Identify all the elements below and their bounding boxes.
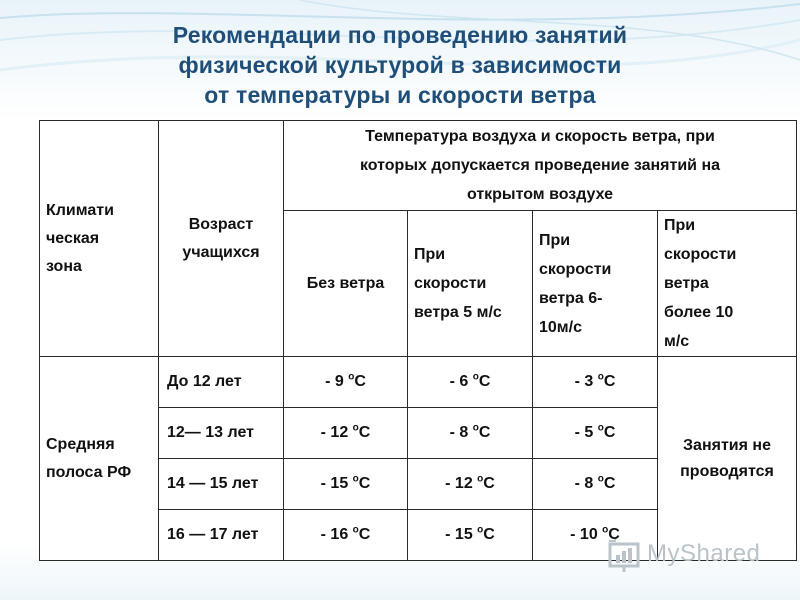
header-text-line: Температура воздуха и скорость ветра, при [365,128,715,145]
header-text-line: скорости [539,260,612,278]
header-text-line: Без ветра [306,275,385,292]
temp-unit: С [483,475,495,492]
header-text-line: ветра 6- [539,289,603,307]
table-row [40,357,797,408]
header-age [159,121,284,357]
zone-text-line: Средняя [46,435,115,453]
temp-value: - 8 [574,475,594,492]
temp-value: - 15 [445,526,473,543]
degree-sign: o [477,524,484,536]
age-cell: 14 — 15 лет [159,459,284,510]
temp-wind-5-cell [408,510,533,561]
temp-value: - 9 [325,373,344,390]
temp-wind-5-cell [408,459,533,510]
header-wind-over-10 [658,211,797,357]
temp-value: - 8 [449,424,469,441]
header-text-line: учащихся [182,243,260,261]
header-text-line: более 10 [664,304,734,321]
header-text-line: При [539,231,571,249]
header-text-line: ветра [664,275,709,292]
temp-value: - 5 [574,424,594,441]
header-text-line: 10м/с [539,318,582,336]
climate-zone-cell [40,357,159,561]
header-wind-6-10 [533,211,658,357]
degree-sign: o [352,524,359,536]
degree-sign: o [472,371,479,383]
age-cell: 12— 13 лет [159,408,284,459]
temp-no-wind-cell [284,510,408,561]
temp-value: - 12 [320,424,349,441]
temp-wind-6-10-cell [533,357,658,408]
temp-no-wind-cell [284,357,408,408]
age-cell: До 12 лет [159,357,284,408]
header-text-line: Климати [46,201,114,219]
temp-unit: С [608,526,620,543]
temp-unit: С [603,475,616,492]
header-text-line: Возраст [188,215,254,233]
header-text-line: При [664,217,696,234]
title-line: физической культурой в зависимости [178,52,622,78]
temp-unit: С [483,526,495,543]
temp-wind-6-10-cell [533,459,658,510]
header-text-line: ветра 5 м/с [414,304,502,321]
header-no-wind [284,211,408,357]
header-text-line: скорости [414,275,487,292]
temp-unit: С [358,475,371,492]
temp-value: - 16 [320,526,349,543]
page-title [0,20,800,110]
age-cell: 16 — 17 лет [159,510,284,561]
temp-no-wind-cell [284,459,408,510]
temp-unit: С [354,373,366,390]
temp-value: - 15 [320,475,349,492]
temp-no-wind-cell [284,408,408,459]
temp-unit: С [478,424,491,441]
degree-sign: o [597,422,604,434]
no-classes-cell [658,357,797,561]
title-line: от температуры и скорости ветра [204,82,596,108]
header-main [284,121,797,211]
degree-sign: o [597,473,604,485]
header-text-line: которых допускается проведение занятий на [359,157,721,174]
temp-unit: С [603,373,616,390]
logo-text: MyShared [647,540,761,567]
degree-sign: o [352,422,359,434]
header-text-line: зона [46,257,82,275]
degree-sign: o [352,473,359,485]
recommendation-table [39,120,797,561]
degree-sign: o [477,473,484,485]
header-text-line: м/с [664,333,690,350]
myshared-logo [607,537,767,573]
title-line: Рекомендации по проведению занятий [172,22,628,48]
header-wind-5 [408,211,533,357]
note-text-line: Занятия не [683,436,771,454]
temp-wind-5-cell [408,408,533,459]
temp-unit: С [603,424,616,441]
header-climate-zone [40,121,159,357]
temp-value: - 12 [445,475,473,492]
degree-sign: o [472,422,479,434]
temp-unit: С [358,526,371,543]
temp-value: - 3 [574,373,594,390]
temp-value: - 10 [570,526,598,543]
temp-value: - 6 [449,373,469,390]
header-text-line: скорости [664,246,737,263]
chart-logo-icon [607,537,643,573]
header-text-line: открытом воздухе [466,186,614,203]
degree-sign: o [597,371,604,383]
degree-sign: o [602,524,609,536]
temp-wind-6-10-cell [533,408,658,459]
header-text-line: При [414,246,446,263]
zone-text-line: полоса РФ [46,463,132,481]
temp-unit: С [478,373,491,390]
temp-wind-5-cell [408,357,533,408]
note-text-line: проводятся [680,462,774,480]
header-text-line: ческая [46,229,100,247]
degree-sign: o [348,371,355,383]
temp-unit: С [358,424,371,441]
